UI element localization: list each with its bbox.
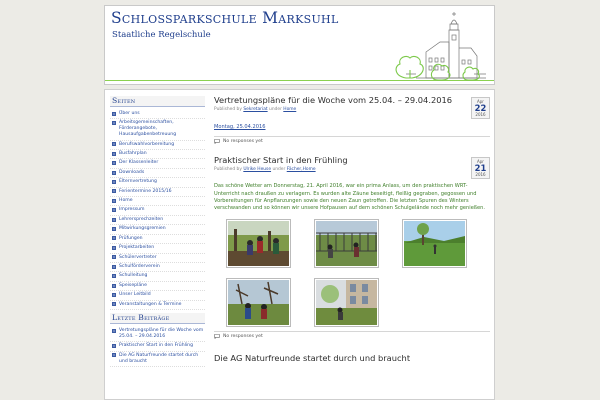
site-subtitle: Staatliche Regelschule [112, 30, 211, 40]
page-icon [112, 189, 116, 193]
page-icon [112, 112, 116, 116]
vertretungsplan-link[interactable]: Montag, 25.04.2016 [214, 124, 266, 130]
page-icon [112, 227, 116, 231]
post-title[interactable]: Die AG Naturfreunde startet durch und braucht [214, 353, 411, 364]
sidebar-page-item[interactable]: Veranstaltungen & Termine [110, 301, 205, 310]
post-title[interactable]: Vertretungspläne für die Woche vom 25.04. – 29.04.2016 [214, 95, 453, 105]
sidebar-page-item[interactable]: Schulleitung [110, 272, 205, 281]
sidebar-page-item[interactable]: Home [110, 197, 205, 206]
content-container [104, 89, 495, 400]
author-link[interactable]: Ulrike Heuse [243, 167, 272, 173]
post-fruehling [214, 155, 490, 343]
sidebar-page-item[interactable]: Arbeitsgemeinschaften, Förderangebote, Hausaufgabenbetreuung [110, 119, 205, 140]
sidebar-page-item[interactable]: Downloads [110, 169, 205, 178]
page-icon [112, 142, 116, 146]
author-link[interactable]: Sekretariat [243, 107, 268, 112]
category-link[interactable]: Fächer,Home [286, 167, 316, 173]
sidebar-page-item[interactable]: Elternvertretung [110, 178, 205, 187]
comments-link[interactable]: No responses yet [214, 334, 490, 339]
post-icon [112, 329, 116, 333]
photo-gallery-row-2 [226, 278, 490, 327]
photo-gallery-row-1 [226, 219, 490, 268]
date-badge: Apr 21 2016 [471, 157, 490, 179]
garden-photo-image [316, 280, 377, 325]
page-icon [112, 284, 116, 288]
garden-photo-image [316, 221, 377, 266]
garden-photo-image [228, 280, 289, 325]
sidebar-page-item[interactable]: Ferientermine 2015/16 [110, 188, 205, 197]
page-icon [112, 293, 116, 297]
divider [214, 136, 490, 137]
page-icon [112, 236, 116, 240]
recent-posts-list [110, 327, 205, 367]
page-icon [112, 171, 116, 175]
main-content [214, 95, 490, 367]
post-body: Das schöne Wetter am Donnerstag, 21. April 2016, war ein prima Anlass, um den praktischen WRT-Unterricht nach draußen zu verlagern. Es wurden alte Zäune beseitigt, fleißig gegraben, gegossen und Vorbereitungen für Anpflanzungen sowie den neuen Zaun getroffen. Die letzten Spuren des Winters verschwanden und so können wir unsere Hofpausen auf dem schönen Schulgelände noch mehr genießen. [214, 183, 486, 212]
sidebar-page-item[interactable]: Impressum [110, 206, 205, 215]
sidebar-page-item[interactable]: Projektarbeiten [110, 244, 205, 253]
garden-photo-image [228, 221, 289, 266]
post-meta: Published by Sekretariat under Home [214, 107, 297, 112]
page-icon [112, 161, 116, 165]
page-icon [112, 255, 116, 259]
recent-post-item[interactable]: Vertretungspläne für die Woche vom 25.04. – 29.04.2016 [110, 327, 205, 342]
sidebar-page-item[interactable]: Schülervertreter [110, 254, 205, 263]
date-badge: Apr 22 2016 [471, 97, 490, 119]
page-icon [112, 218, 116, 222]
divider [214, 331, 490, 332]
recent-post-item[interactable]: Praktischer Start in den Frühling [110, 342, 205, 351]
post-title[interactable]: Praktischer Start in den Frühling [214, 155, 348, 166]
garden-photo[interactable] [226, 219, 291, 268]
site-title[interactable]: Schlossparkschule Marksuhl [111, 9, 339, 27]
church-drawing-icon [376, 8, 488, 84]
post-meta: Published by Ulrike Heuse under Fächer,Home [214, 167, 316, 173]
post-icon [112, 353, 116, 357]
comments-link[interactable]: No responses yet [214, 139, 490, 144]
page-icon [112, 246, 116, 250]
page-icon [112, 265, 116, 269]
page-icon [112, 199, 116, 203]
comment-bubble-icon [214, 139, 220, 144]
sidebar-page-item[interactable]: Prüfungen [110, 235, 205, 244]
garden-photo[interactable] [314, 278, 379, 327]
sidebar-page-item[interactable]: Mitwirkungsgremien [110, 225, 205, 234]
pages-widget-title: Seiten [110, 96, 205, 107]
page-icon [112, 152, 116, 156]
category-link[interactable]: Home [283, 107, 297, 112]
sidebar-page-item[interactable]: Unser Leitbild [110, 291, 205, 300]
garden-photo[interactable] [226, 278, 291, 327]
sidebar-page-item[interactable]: Lehrersprechzeiten [110, 216, 205, 225]
site-header [104, 5, 495, 85]
recent-post-item[interactable]: Die AG Naturfreunde startet durch und braucht [110, 352, 205, 367]
post-vertretungsplaene [214, 95, 490, 148]
post-ag-naturfreunde [214, 353, 490, 367]
sidebar-page-item[interactable]: Berufswahlvorbereitung [110, 141, 205, 150]
page-icon [112, 208, 116, 212]
sidebar-page-item[interactable]: Der Klassenleiter [110, 159, 205, 168]
comment-bubble-icon [214, 334, 220, 339]
page-icon [112, 121, 116, 125]
garden-photo[interactable] [314, 219, 379, 268]
page-icon [112, 274, 116, 278]
sidebar-page-item[interactable]: Speisepläne [110, 282, 205, 291]
garden-photo[interactable] [402, 219, 467, 268]
sidebar-page-item[interactable]: Über uns [110, 110, 205, 119]
page-icon [112, 302, 116, 306]
post-icon [112, 344, 116, 348]
page-icon [112, 180, 116, 184]
garden-photo-image [404, 221, 465, 266]
recent-posts-widget-title: Letzte Beiträge [110, 313, 205, 324]
sidebar-page-item[interactable]: Schulförderverein [110, 263, 205, 272]
sidebar [110, 96, 205, 367]
pages-list [110, 110, 205, 310]
sidebar-page-item[interactable]: Busfahrplan [110, 150, 205, 159]
